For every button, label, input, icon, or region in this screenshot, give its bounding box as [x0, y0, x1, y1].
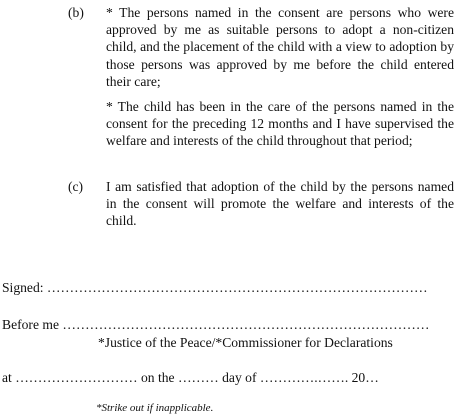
clause-b-paragraph-2: * The child has been in the care of the persons named in the consent for the preceding 12 months and I have supervised the welfare and interests of the child throughout that period;: [106, 99, 454, 149]
footnote: *Strike out if inapplicable.: [96, 402, 214, 414]
officer-title: *Justice of the Peace/*Commissioner for Declarations: [98, 335, 393, 350]
clause-c-paragraph-1: I am satisfied that adoption of the child by the persons named in the consent will promote the welfare and interests of the child.: [106, 179, 454, 229]
clause-b-paragraph-1: * The persons named in the consent are persons who were approved by me as suitable persons to adopt a non-citizen child, and the placement of the child with a view to adoption by those persons was approved by me before the child entered their care;: [106, 5, 454, 89]
clause-b: [68, 4, 454, 150]
clause-c-body: [106, 178, 454, 230]
signed-line: Signed: …………………………………………………………………………: [2, 280, 428, 295]
clause-b-marker: (b): [68, 5, 84, 20]
clause-c: [68, 178, 454, 230]
clause-b-body: [106, 4, 454, 150]
before-me-line: Before me ………………………………………………………………………: [2, 317, 430, 332]
date-line: at ……………………… on the ……… day of ………….……. 20…: [2, 370, 379, 385]
clause-c-marker: (c): [68, 179, 84, 194]
